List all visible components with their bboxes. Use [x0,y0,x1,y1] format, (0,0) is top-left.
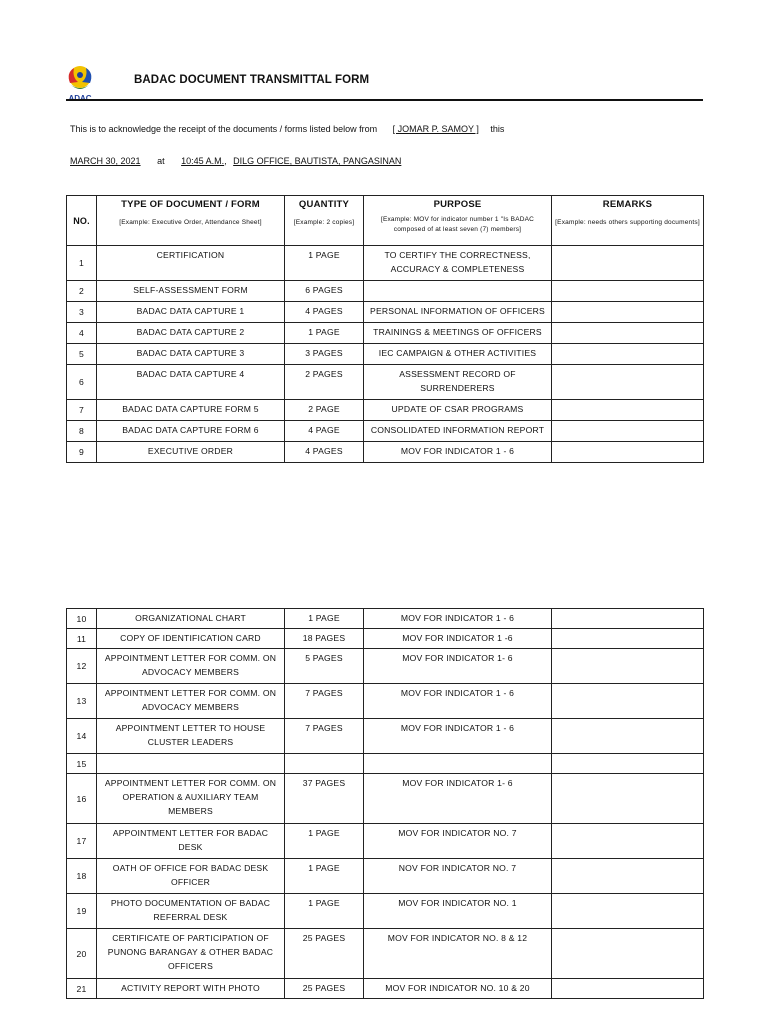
remarks-cell [552,365,704,400]
document-type-cell: BADAC DATA CAPTURE 4 [97,365,285,400]
purpose-cell: MOV FOR INDICATOR 1 - 6 [364,719,552,754]
quantity-cell: 25 PAGES [285,929,364,979]
table-row [67,824,704,859]
table-row [67,754,704,774]
at-text: at [157,156,165,166]
header-purpose-label: PURPOSE [433,199,482,210]
document-type-cell: PHOTO DOCUMENTATION OF BADAC REFERRAL DESK [97,894,285,929]
document-type-cell: CERTIFICATE OF PARTICIPATION OF PUNONG BARANGAY & OTHER BADAC OFFICERS [97,929,285,979]
table-row [67,302,704,323]
remarks-cell [552,442,704,463]
received-time: 10:45 A.M. [181,156,225,166]
purpose-cell: UPDATE OF CSAR PROGRAMS [364,400,552,421]
remarks-cell [552,719,704,754]
document-type-cell [97,754,285,774]
row-number-cell: 15 [67,754,97,774]
document-type-cell: APPOINTMENT LETTER FOR COMM. ON OPERATION & AUXILIARY TEAM MEMBERS [97,774,285,824]
document-type-cell: APPOINTMENT LETTER FOR BADAC DESK [97,824,285,859]
table-row [67,344,704,365]
received-date: MARCH 30, 2021 [70,156,141,166]
document-type-cell: BADAC DATA CAPTURE FORM 5 [97,400,285,421]
row-number-cell: 7 [67,400,97,421]
row-number-cell: 5 [67,344,97,365]
header-type-label: TYPE OF DOCUMENT / FORM [121,199,260,210]
remarks-cell [552,859,704,894]
table-row [67,365,704,400]
table-row [67,421,704,442]
remarks-cell [552,754,704,774]
header-purpose-example: [Example: MOV for indicator number 1 "Is BADAC composed of at least seven (7) members] [380,216,535,233]
header-remarks-example: [Example: needs others supporting documents] [555,219,700,226]
row-number-cell: 21 [67,979,97,999]
table-row [67,719,704,754]
document-type-cell: EXECUTIVE ORDER [97,442,285,463]
quantity-cell: 18 PAGES [285,629,364,649]
purpose-cell: MOV FOR INDICATOR 1 -6 [364,629,552,649]
table-row [67,649,704,684]
sender-name: [ JOMAR P. SAMOY ] [392,124,479,134]
row-number-cell: 6 [67,365,97,400]
row-number-cell: 20 [67,929,97,979]
document-type-cell: BADAC DATA CAPTURE 3 [97,344,285,365]
remarks-cell [552,894,704,929]
remarks-cell [552,979,704,999]
quantity-cell: 1 PAGE [285,246,364,281]
document-type-cell: APPOINTMENT LETTER TO HOUSE CLUSTER LEADERS [97,719,285,754]
table-row [67,774,704,824]
document-type-cell: BADAC DATA CAPTURE 2 [97,323,285,344]
row-number-cell: 4 [67,323,97,344]
remarks-cell [552,400,704,421]
badac-logo [62,63,98,103]
ack-suffix: this [490,124,505,134]
document-type-cell: BADAC DATA CAPTURE FORM 6 [97,421,285,442]
quantity-cell: 6 PAGES [285,281,364,302]
quantity-cell: 1 PAGE [285,323,364,344]
document-type-cell: BADAC DATA CAPTURE 1 [97,302,285,323]
table-row [67,246,704,281]
header-purpose [364,196,552,246]
row-number-cell: 8 [67,421,97,442]
purpose-cell: MOV FOR INDICATOR NO. 8 & 12 [364,929,552,979]
row-number-cell: 16 [67,774,97,824]
document-type-cell: SELF-ASSESSMENT FORM [97,281,285,302]
purpose-cell: CONSOLIDATED INFORMATION REPORT [364,421,552,442]
remarks-cell [552,609,704,629]
received-line [70,156,401,166]
table-row [67,400,704,421]
quantity-cell: 4 PAGES [285,442,364,463]
row-number-cell: 12 [67,649,97,684]
row-number-cell: 10 [67,609,97,629]
document-type-cell: CERTIFICATION [97,246,285,281]
quantity-cell [285,754,364,774]
quantity-cell: 2 PAGES [285,365,364,400]
purpose-cell [364,281,552,302]
document-type-cell: OATH OF OFFICE FOR BADAC DESK OFFICER [97,859,285,894]
document-type-cell: APPOINTMENT LETTER FOR COMM. ON ADVOCACY MEMBERS [97,649,285,684]
header-quantity [285,196,364,246]
table-row [67,894,704,929]
quantity-cell: 5 PAGES [285,649,364,684]
acknowledgement-line [70,124,504,134]
remarks-cell [552,344,704,365]
remarks-cell [552,323,704,344]
document-type-cell: ACTIVITY REPORT WITH PHOTO [97,979,285,999]
quantity-cell: 1 PAGE [285,824,364,859]
quantity-cell: 2 PAGE [285,400,364,421]
purpose-cell: MOV FOR INDICATOR 1 - 6 [364,442,552,463]
received-place: DILG OFFICE, BAUTISTA, PANGASINAN [233,156,402,166]
quantity-cell: 25 PAGES [285,979,364,999]
table-row [67,323,704,344]
purpose-cell [364,754,552,774]
table-body-page-2 [67,609,704,999]
document-type-cell: COPY OF IDENTIFICATION CARD [97,629,285,649]
remarks-cell [552,302,704,323]
row-number-cell: 11 [67,629,97,649]
purpose-cell: TO CERTIFY THE CORRECTNESS, ACCURACY & COMPLETENESS [364,246,552,281]
quantity-cell: 4 PAGES [285,302,364,323]
ack-prefix: This is to acknowledge the receipt of the documents / forms listed below from [70,124,378,134]
quantity-cell: 7 PAGES [285,684,364,719]
quantity-cell: 1 PAGE [285,894,364,929]
purpose-cell: MOV FOR INDICATOR NO. 1 [364,894,552,929]
table-row [67,442,704,463]
row-number-cell: 17 [67,824,97,859]
remarks-cell [552,929,704,979]
remarks-cell [552,774,704,824]
quantity-cell: 37 PAGES [285,774,364,824]
row-number-cell: 13 [67,684,97,719]
purpose-cell: IEC CAMPAIGN & OTHER ACTIVITIES [364,344,552,365]
table-header-row [67,196,704,246]
header-type-example: [Example: Executive Order, Attendance Sheet] [119,219,262,226]
header-no: NO. [67,196,97,246]
row-number-cell: 14 [67,719,97,754]
remarks-cell [552,246,704,281]
table-row [67,629,704,649]
form-title: BADAC DOCUMENT TRANSMITTAL FORM [134,74,370,86]
remarks-cell [552,421,704,442]
quantity-cell: 1 PAGE [285,859,364,894]
header-quantity-label: QUANTITY [298,199,350,210]
purpose-cell: ASSESSMENT RECORD OF SURRENDERERS [364,365,552,400]
quantity-cell: 3 PAGES [285,344,364,365]
purpose-cell: NOV FOR INDICATOR NO. 7 [364,859,552,894]
remarks-cell [552,684,704,719]
documents-table-page-1 [66,195,704,463]
purpose-cell: MOV FOR INDICATOR 1- 6 [364,774,552,824]
row-number-cell: 3 [67,302,97,323]
document-type-cell: APPOINTMENT LETTER FOR COMM. ON ADVOCACY MEMBERS [97,684,285,719]
remarks-cell [552,649,704,684]
table-row [67,281,704,302]
header-divider [66,99,703,101]
table-row [67,929,704,979]
purpose-cell: PERSONAL INFORMATION OF OFFICERS [364,302,552,323]
header-type [97,196,285,246]
header-remarks [552,196,704,246]
remarks-cell [552,281,704,302]
purpose-cell: MOV FOR INDICATOR 1 - 6 [364,609,552,629]
documents-table-page-2 [66,608,704,999]
table-row [67,979,704,999]
purpose-cell: MOV FOR INDICATOR 1 - 6 [364,684,552,719]
quantity-cell: 4 PAGE [285,421,364,442]
purpose-cell: MOV FOR INDICATOR NO. 7 [364,824,552,859]
comma-text: , [224,156,227,166]
quantity-cell: 1 PAGE [285,609,364,629]
purpose-cell: MOV FOR INDICATOR NO. 10 & 20 [364,979,552,999]
row-number-cell: 1 [67,246,97,281]
remarks-cell [552,629,704,649]
row-number-cell: 18 [67,859,97,894]
table-row [67,609,704,629]
row-number-cell: 19 [67,894,97,929]
purpose-cell: TRAININGS & MEETINGS OF OFFICERS [364,323,552,344]
table-row [67,684,704,719]
header-remarks-label: REMARKS [602,199,653,210]
row-number-cell: 9 [67,442,97,463]
purpose-cell: MOV FOR INDICATOR 1- 6 [364,649,552,684]
table-row [67,859,704,894]
remarks-cell [552,824,704,859]
table-body-page-1 [67,246,704,463]
document-type-cell: ORGANIZATIONAL CHART [97,609,285,629]
quantity-cell: 7 PAGES [285,719,364,754]
header-quantity-example: [Example: 2 copies] [293,219,355,226]
row-number-cell: 2 [67,281,97,302]
